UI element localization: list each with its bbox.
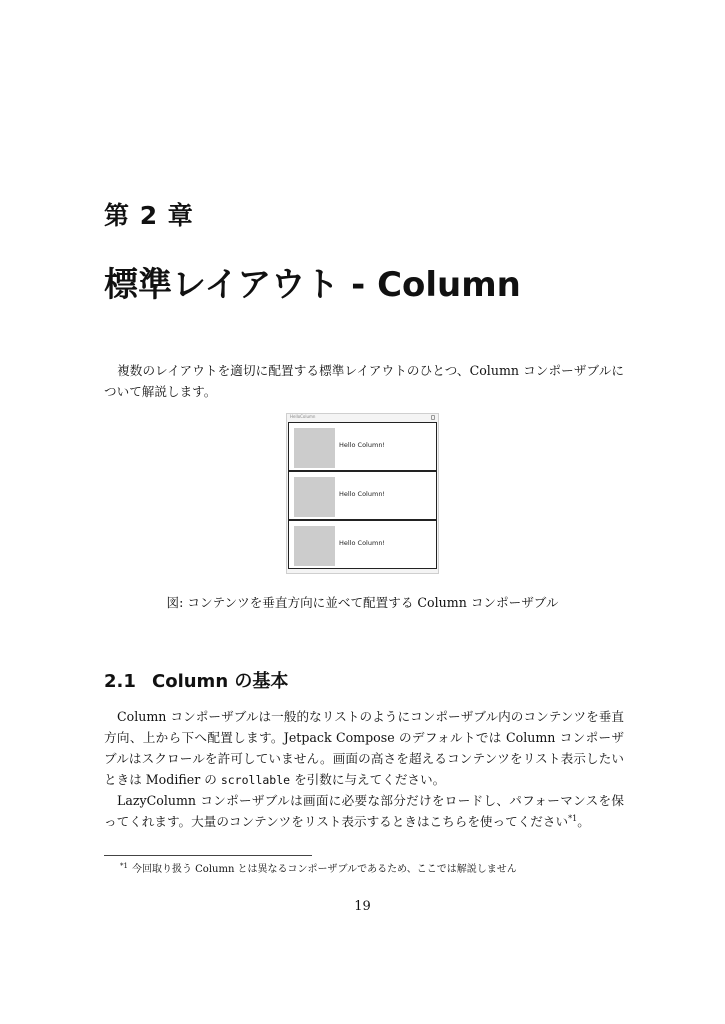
image-placeholder bbox=[294, 428, 335, 468]
paragraph-text: Column コンポーザブルは一般的なリストのようにコンポーザブル内のコンテンツを垂直方向、上から下へ配置します。Jetpack Compose のデフォルトでは Column コンポーザブルはスクロールを許可していません。画面の高さを超えるコンテンツをリスト表示したいときは Modifier の bbox=[104, 709, 624, 787]
section-number: 2.1 bbox=[104, 671, 136, 692]
column-figure bbox=[286, 413, 439, 574]
figure-row bbox=[288, 471, 437, 520]
paragraph-end: 。 bbox=[577, 814, 590, 829]
figure-row bbox=[288, 520, 437, 569]
image-placeholder bbox=[294, 526, 335, 566]
image-placeholder bbox=[294, 477, 335, 517]
chapter-number: 第 2 章 bbox=[104, 201, 194, 230]
body-paragraph bbox=[104, 790, 624, 832]
paragraph-text: LazyColumn コンポーザブルは画面に必要な部分だけをロードし、パフォーマンスを保ってくれます。大量のコンテンツをリスト表示するときはこちらを使ってください bbox=[104, 793, 624, 829]
footnote-divider bbox=[104, 855, 312, 856]
footnote-reference[interactable]: *1 bbox=[568, 814, 578, 823]
inline-code: scrollable bbox=[220, 773, 291, 787]
paragraph-text: を引数に与えてください。 bbox=[290, 772, 446, 787]
figure-row-text: Hello Column! bbox=[339, 441, 386, 449]
body-paragraph bbox=[104, 706, 624, 791]
intro-text: 複数のレイアウトを適切に配置する標準レイアウトのひとつ、Column コンポーザブルについて解説します。 bbox=[104, 363, 624, 399]
footnote-text: 今回取り扱う Column とは異なるコンポーザブルであるため、ここでは解説しません bbox=[131, 864, 517, 875]
footnote bbox=[120, 860, 517, 875]
figure-row bbox=[288, 422, 437, 471]
intro-paragraph bbox=[104, 360, 624, 402]
section-title: Column の基本 bbox=[152, 671, 289, 692]
figure-topbar bbox=[287, 414, 438, 422]
section-heading bbox=[104, 667, 288, 693]
figure-caption: 図: コンテンツを垂直方向に並べて配置する Column コンポーザブル bbox=[166, 595, 559, 610]
page-number: 19 bbox=[354, 899, 371, 914]
figure-topbar-text: HelloColumn bbox=[290, 414, 316, 419]
footnote-mark: *1 bbox=[120, 862, 128, 870]
figure-row-text: Hello Column! bbox=[339, 490, 386, 498]
figure-row-text: Hello Column! bbox=[339, 539, 386, 547]
chapter-title: 標準レイアウト - Column bbox=[104, 265, 521, 305]
battery-icon bbox=[431, 415, 435, 420]
